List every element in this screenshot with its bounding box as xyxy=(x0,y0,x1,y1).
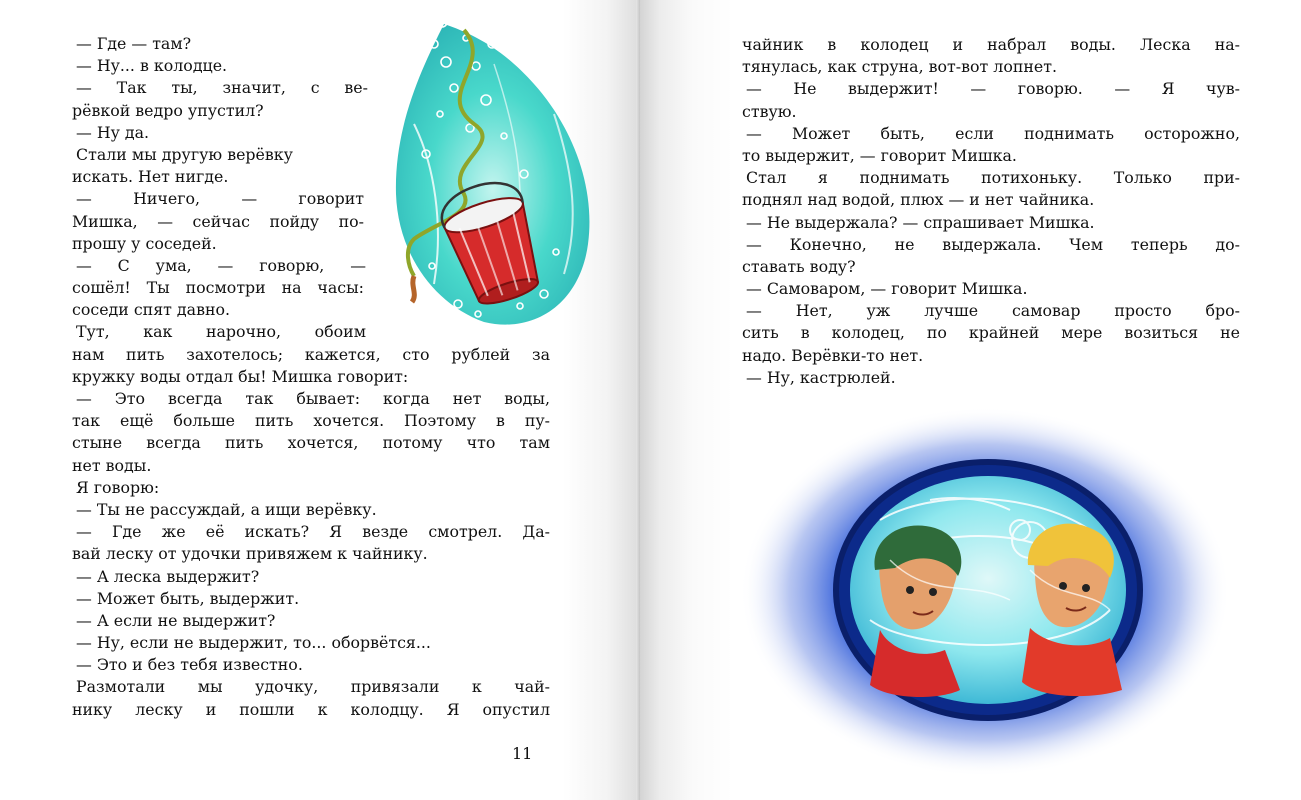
text-line: — Ты не рассуждай, а ищи верёвку. xyxy=(76,499,377,519)
text-line: поднял над водой, плюх — и нет чайника. xyxy=(742,190,1095,210)
text-line: рёвкой ведро упустил? xyxy=(72,100,264,120)
text-line: так ещё больше пить хочется. Поэтому в пу- xyxy=(72,411,550,431)
text-line: — Не выдержала? — спрашивает Мишка. xyxy=(746,212,1095,232)
text-line: нику леску и пошли к колодцу. Я опустил xyxy=(72,699,550,719)
text-line: — Это всегда так бывает: когда нет воды, xyxy=(76,389,550,408)
page-number: 11 xyxy=(512,744,533,763)
text-line: Я говорю: xyxy=(76,477,160,497)
text-line: — Ну да. xyxy=(76,122,150,142)
boys-looking-into-well-illustration xyxy=(730,400,1230,780)
text-line: — Ну... в колодце. xyxy=(76,56,228,76)
text-line: нам пить захотелось; кажется, сто рублей за xyxy=(72,344,550,364)
text-line: — С ума, — говорю, — xyxy=(76,255,366,275)
text-line: Тут, как нарочно, обоим xyxy=(76,322,366,342)
text-line: надо. Верёвки-то нет. xyxy=(742,345,924,365)
text-line: — Где — там? xyxy=(76,34,192,53)
text-line: — Может быть, если поднимать осторожно, xyxy=(746,123,1240,143)
text-line: Стал я поднимать потихоньку. Только при- xyxy=(746,168,1240,188)
text-line: — Конечно, не выдержала. Чем теперь до- xyxy=(746,234,1240,254)
text-line: — Не выдержит! — говорю. — Я чув- xyxy=(746,79,1240,99)
right-page-text xyxy=(742,34,1240,389)
text-line: — Так ты, значит, с ве- xyxy=(76,78,368,98)
text-line: — Где же её искать? Я везде смотрел. Да- xyxy=(76,522,550,542)
text-line: — А леска выдержит? xyxy=(76,566,260,586)
text-line: — Может быть, выдержит. xyxy=(76,588,300,608)
text-line: сошёл! Ты посмотри на часы: xyxy=(72,278,364,298)
text-line: — Ну, кастрюлей. xyxy=(746,367,896,387)
text-line: сить в колодец, по крайней мере возиться не xyxy=(742,323,1240,343)
text-line: Мишка, — сейчас пойду по- xyxy=(72,211,364,231)
text-line: Стали мы другую верёвку xyxy=(76,144,293,164)
text-line: — Это и без тебя известно. xyxy=(76,655,303,675)
text-line: то выдержит, — говорит Мишка. xyxy=(742,145,1017,165)
text-line: нет воды. xyxy=(72,455,152,475)
text-line: — А если не выдержит? xyxy=(76,610,276,630)
right-page xyxy=(640,0,1301,800)
text-line: прошу у соседей. xyxy=(72,233,217,253)
text-line: — Ничего, — говорит xyxy=(76,189,364,209)
text-line: стыне всегда пить хочется, потому что там xyxy=(72,433,550,453)
text-line: соседи спят давно. xyxy=(72,300,231,320)
text-line: Размотали мы удочку, привязали к чай- xyxy=(76,677,550,697)
text-line: — Ну, если не выдержит, то... оборвётся... xyxy=(76,633,431,653)
text-line: — Самоваром, — говорит Мишка. xyxy=(746,279,1028,299)
text-line: тянулась, как струна, вот-вот лопнет. xyxy=(742,57,1057,77)
text-line: ставать воду? xyxy=(742,256,856,276)
text-line: ствую. xyxy=(742,101,797,121)
text-line: — Нет, уж лучше самовар просто бро- xyxy=(746,301,1240,321)
text-line: чайник в колодец и набрал воды. Леска на- xyxy=(742,35,1240,54)
text-line: искать. Нет нигде. xyxy=(72,167,229,187)
text-line: вай леску от удочки привяжем к чайнику. xyxy=(72,544,428,564)
text-line: кружку воды отдал бы! Мишка говорит: xyxy=(72,366,409,386)
bucket-in-water-illustration xyxy=(374,4,598,334)
left-page xyxy=(0,0,640,800)
